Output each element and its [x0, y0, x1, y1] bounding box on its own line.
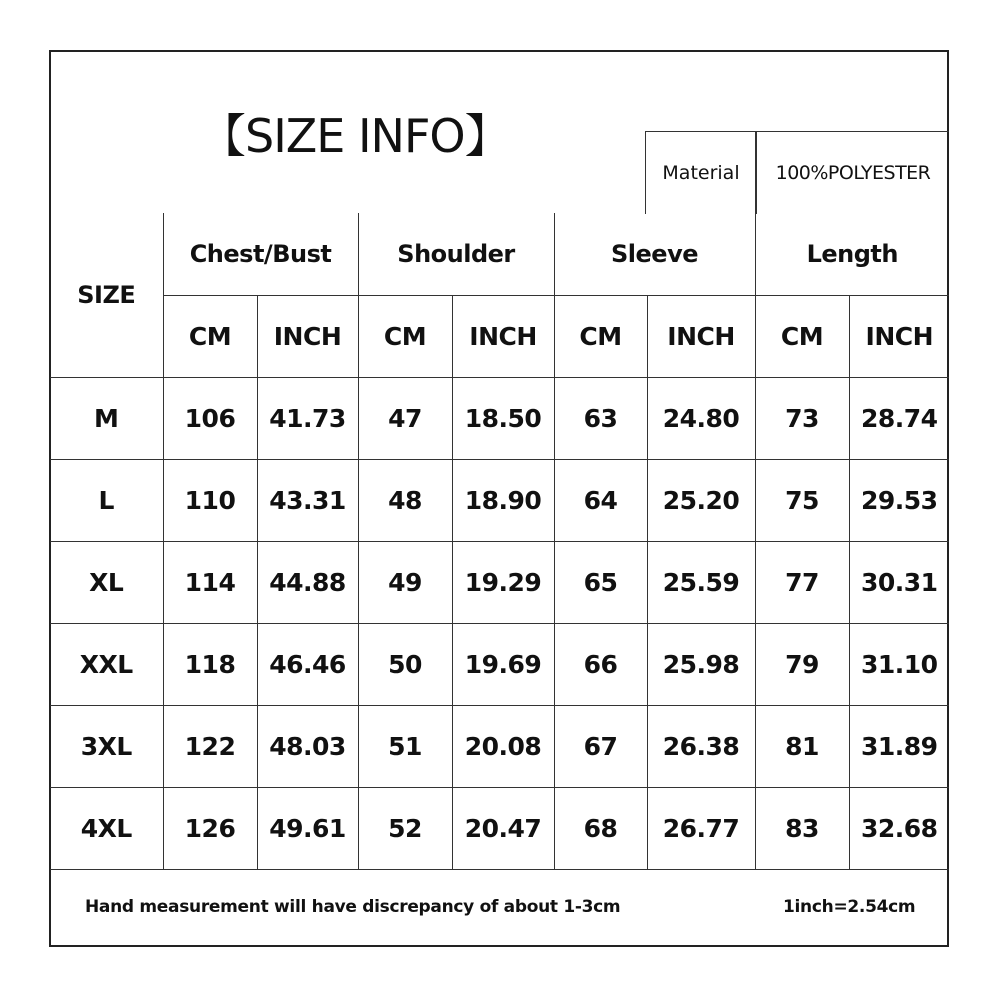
- table-cell: 83: [755, 787, 849, 869]
- table-row: [50, 459, 949, 541]
- size-table: [50, 213, 949, 870]
- table-cell: 24.80: [647, 377, 755, 459]
- page-title: 【SIZE INFO】: [200, 109, 510, 163]
- table-row: [50, 787, 949, 869]
- material-box: [645, 131, 949, 214]
- table-row: [50, 541, 949, 623]
- unit-header: INCH: [647, 295, 755, 377]
- size-cell: XXL: [50, 623, 163, 705]
- table-cell: 43.31: [257, 459, 358, 541]
- table-cell: 44.88: [257, 541, 358, 623]
- table-cell: 65: [554, 541, 647, 623]
- table-cell: 30.31: [849, 541, 949, 623]
- table-cell: 67: [554, 705, 647, 787]
- table-cell: 48.03: [257, 705, 358, 787]
- size-column-header: SIZE: [50, 213, 163, 377]
- group-header-shoulder: Shoulder: [358, 213, 554, 295]
- table-cell: 110: [163, 459, 257, 541]
- table-cell: 63: [554, 377, 647, 459]
- table-cell: 114: [163, 541, 257, 623]
- unit-header: CM: [358, 295, 452, 377]
- table-cell: 19.29: [452, 541, 554, 623]
- table-row: [50, 377, 949, 459]
- size-cell: 4XL: [50, 787, 163, 869]
- table-cell: 25.98: [647, 623, 755, 705]
- table-cell: 50: [358, 623, 452, 705]
- table-cell: 81: [755, 705, 849, 787]
- table-cell: 31.10: [849, 623, 949, 705]
- table-cell: 32.68: [849, 787, 949, 869]
- table-cell: 26.38: [647, 705, 755, 787]
- table-cell: 75: [755, 459, 849, 541]
- unit-header: CM: [755, 295, 849, 377]
- table-cell: 126: [163, 787, 257, 869]
- table-cell: 79: [755, 623, 849, 705]
- table-cell: 73: [755, 377, 849, 459]
- table-row: [50, 705, 949, 787]
- table-cell: 118: [163, 623, 257, 705]
- group-header-row: [50, 213, 949, 295]
- measurement-note: Hand measurement will have discrepancy of about 1-3cm: [85, 897, 621, 917]
- table-cell: 18.50: [452, 377, 554, 459]
- table-cell: 77: [755, 541, 849, 623]
- table-cell: 29.53: [849, 459, 949, 541]
- unit-header: CM: [554, 295, 647, 377]
- size-cell: XL: [50, 541, 163, 623]
- table-cell: 28.74: [849, 377, 949, 459]
- table-cell: 49: [358, 541, 452, 623]
- unit-conversion-note: 1inch=2.54cm: [783, 897, 916, 917]
- table-cell: 122: [163, 705, 257, 787]
- size-cell: L: [50, 459, 163, 541]
- table-cell: 19.69: [452, 623, 554, 705]
- table-row: [50, 623, 949, 705]
- table-cell: 47: [358, 377, 452, 459]
- table-cell: 41.73: [257, 377, 358, 459]
- unit-header: INCH: [452, 295, 554, 377]
- group-header-length: Length: [755, 213, 949, 295]
- table-cell: 66: [554, 623, 647, 705]
- unit-header: INCH: [257, 295, 358, 377]
- unit-header: CM: [163, 295, 257, 377]
- unit-header-row: [50, 295, 949, 377]
- table-cell: 26.77: [647, 787, 755, 869]
- table-cell: 20.08: [452, 705, 554, 787]
- table-cell: 46.46: [257, 623, 358, 705]
- table-cell: 68: [554, 787, 647, 869]
- size-cell: 3XL: [50, 705, 163, 787]
- table-cell: 51: [358, 705, 452, 787]
- table-cell: 25.20: [647, 459, 755, 541]
- material-value: 100%POLYESTER: [775, 162, 931, 184]
- table-cell: 64: [554, 459, 647, 541]
- table-cell: 31.89: [849, 705, 949, 787]
- table-cell: 106: [163, 377, 257, 459]
- material-label: Material: [662, 162, 740, 184]
- table-cell: 20.47: [452, 787, 554, 869]
- table-cell: 18.90: [452, 459, 554, 541]
- group-header-chest: Chest/Bust: [163, 213, 358, 295]
- table-cell: 52: [358, 787, 452, 869]
- table-cell: 48: [358, 459, 452, 541]
- unit-header: INCH: [849, 295, 949, 377]
- table-cell: 49.61: [257, 787, 358, 869]
- group-header-sleeve: Sleeve: [554, 213, 755, 295]
- size-cell: M: [50, 377, 163, 459]
- table-cell: 25.59: [647, 541, 755, 623]
